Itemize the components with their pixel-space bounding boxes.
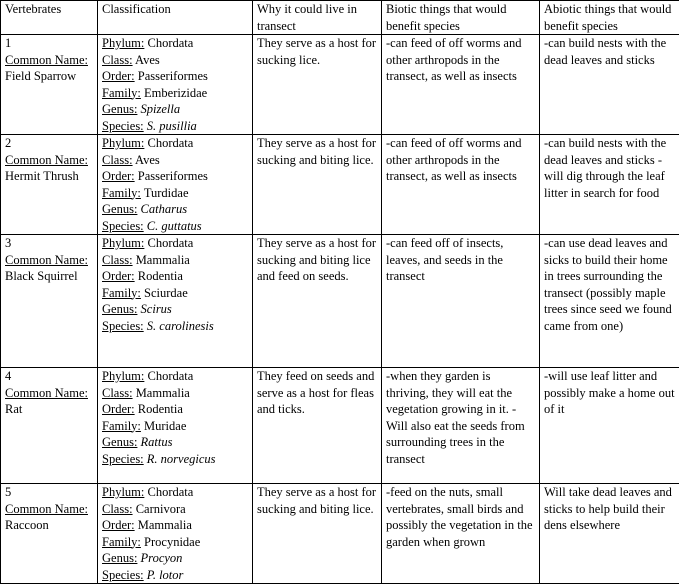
species-label: Species:	[102, 567, 144, 582]
why-cell: They serve as a host for sucking and biting lice.	[253, 135, 382, 235]
genus-label: Genus:	[102, 551, 138, 565]
biotic-cell: -can feed off of insects, leaves, and seeds in the transect	[382, 235, 540, 368]
species-label: Species:	[102, 218, 144, 233]
biotic-cell: -when they garden is thriving, they will eat the vegetation growing in it. -Will also eat the seeds from surrounding trees in the transect	[382, 368, 540, 484]
family-label: Family:	[102, 85, 141, 100]
abiotic-cell: -can build nests with the dead leaves and sticks	[540, 35, 679, 135]
classification-cell	[98, 35, 253, 135]
common-name-label: Common Name:	[5, 501, 88, 516]
vertebrate-cell	[1, 135, 98, 235]
phylum-value: Chordata	[147, 36, 194, 50]
order-value: Rodentia	[137, 402, 183, 416]
family-value: Turdidae	[143, 185, 189, 200]
table-row	[1, 35, 679, 135]
genus-label: Genus:	[102, 102, 138, 116]
class-value: Carnivora	[135, 501, 186, 516]
class-label: Class:	[102, 385, 133, 400]
species-value: C. guttatus	[146, 218, 202, 233]
species-value: S. pusillia	[146, 118, 197, 133]
species-value: S. carolinesis	[146, 318, 214, 333]
classification-cell	[98, 235, 253, 368]
class-label: Class:	[102, 252, 133, 267]
row-number: 5	[5, 485, 12, 499]
common-name-label: Common Name:	[5, 385, 88, 400]
common-name: Rat	[5, 402, 23, 416]
row-number: 2	[5, 136, 12, 150]
common-name: Raccoon	[5, 518, 49, 532]
biotic-cell: -can feed of off worms and other arthropods in the transect, as well as insects	[382, 135, 540, 235]
species-label: Species:	[102, 118, 144, 133]
order-label: Order:	[102, 402, 135, 416]
abiotic-cell: -can build nests with the dead leaves and sticks -will dig through the leaf litter in search for food	[540, 135, 679, 235]
family-value: Procynidae	[144, 534, 201, 549]
header-classification: Classification	[98, 1, 253, 35]
genus-label: Genus:	[102, 202, 138, 216]
phylum-label: Phylum:	[102, 485, 145, 499]
why-cell: They serve as a host for sucking lice.	[253, 35, 382, 135]
genus-value: Catharus	[140, 202, 188, 216]
abiotic-cell: Will take dead leaves and sticks to help build their dens elsewhere	[540, 484, 679, 584]
header-abiotic: Abiotic things that would benefit species	[540, 1, 679, 35]
family-label: Family:	[102, 285, 141, 300]
order-value: Mammalia	[137, 518, 192, 532]
family-label: Family:	[102, 185, 141, 200]
vertebrate-cell	[1, 368, 98, 484]
family-value: Emberizidae	[144, 85, 208, 100]
phylum-value: Chordata	[147, 236, 194, 250]
class-value: Mammalia	[135, 252, 190, 267]
genus-value: Procyon	[140, 551, 183, 565]
row-number: 3	[5, 236, 12, 250]
order-label: Order:	[102, 518, 135, 532]
why-cell: They feed on seeds and serve as a host for fleas and ticks.	[253, 368, 382, 484]
classification-cell	[98, 484, 253, 584]
family-label: Family:	[102, 534, 141, 549]
table-row	[1, 235, 679, 368]
class-label: Class:	[102, 501, 133, 516]
phylum-value: Chordata	[147, 369, 194, 383]
common-name-label: Common Name:	[5, 252, 88, 267]
header-row	[1, 1, 679, 35]
classification-cell	[98, 135, 253, 235]
species-label: Species:	[102, 318, 144, 333]
phylum-label: Phylum:	[102, 369, 145, 383]
class-label: Class:	[102, 152, 133, 167]
phylum-value: Chordata	[147, 136, 194, 150]
biotic-cell: -feed on the nuts, small vertebrates, small birds and possibly the vegetation in the garden when grown	[382, 484, 540, 584]
common-name-label: Common Name:	[5, 52, 88, 67]
genus-label: Genus:	[102, 302, 138, 316]
family-value: Muridae	[144, 418, 187, 433]
species-value: R. norvegicus	[146, 451, 216, 466]
class-label: Class:	[102, 52, 133, 67]
vertebrate-cell	[1, 235, 98, 368]
table-row	[1, 368, 679, 484]
phylum-label: Phylum:	[102, 136, 145, 150]
family-label: Family:	[102, 418, 141, 433]
abiotic-cell: -will use leaf litter and possibly make a home out of it	[540, 368, 679, 484]
classification-cell	[98, 368, 253, 484]
phylum-label: Phylum:	[102, 36, 145, 50]
header-why-transect: Why it could live in transect	[253, 1, 382, 35]
biotic-cell: -can feed of off worms and other arthropods in the transect, as well as insects	[382, 35, 540, 135]
abiotic-cell: -can use dead leaves and sicks to build their home in trees surrounding the transect (possibly maple trees since seed we found came from one)	[540, 235, 679, 368]
class-value: Aves	[135, 52, 160, 67]
order-value: Passeriformes	[137, 69, 208, 83]
genus-label: Genus:	[102, 435, 138, 449]
class-value: Mammalia	[135, 385, 190, 400]
phylum-value: Chordata	[147, 485, 194, 499]
genus-value: Rattus	[140, 435, 173, 449]
vertebrate-cell	[1, 35, 98, 135]
species-label: Species:	[102, 451, 144, 466]
header-biotic: Biotic things that would benefit species	[382, 1, 540, 35]
common-name: Field Sparrow	[5, 69, 77, 83]
why-cell: They serve as a host for sucking and biting lice.	[253, 484, 382, 584]
common-name-label: Common Name:	[5, 152, 88, 167]
class-value: Aves	[135, 152, 160, 167]
species-value: P. lotor	[146, 567, 184, 582]
genus-value: Spizella	[140, 102, 181, 116]
vertebrate-cell	[1, 484, 98, 584]
header-vertebrates: Vertebrates	[1, 1, 98, 35]
order-label: Order:	[102, 169, 135, 183]
order-value: Passeriformes	[137, 169, 208, 183]
table-row	[1, 484, 679, 584]
row-number: 1	[5, 36, 12, 50]
common-name: Black Squirrel	[5, 269, 78, 283]
why-cell: They serve as a host for sucking and biting lice and feed on seeds.	[253, 235, 382, 368]
phylum-label: Phylum:	[102, 236, 145, 250]
order-value: Rodentia	[137, 269, 183, 283]
row-number: 4	[5, 369, 12, 383]
genus-value: Scirus	[140, 302, 172, 316]
table-row	[1, 135, 679, 235]
order-label: Order:	[102, 69, 135, 83]
common-name: Hermit Thrush	[5, 169, 79, 183]
order-label: Order:	[102, 269, 135, 283]
family-value: Sciurdae	[144, 285, 188, 300]
